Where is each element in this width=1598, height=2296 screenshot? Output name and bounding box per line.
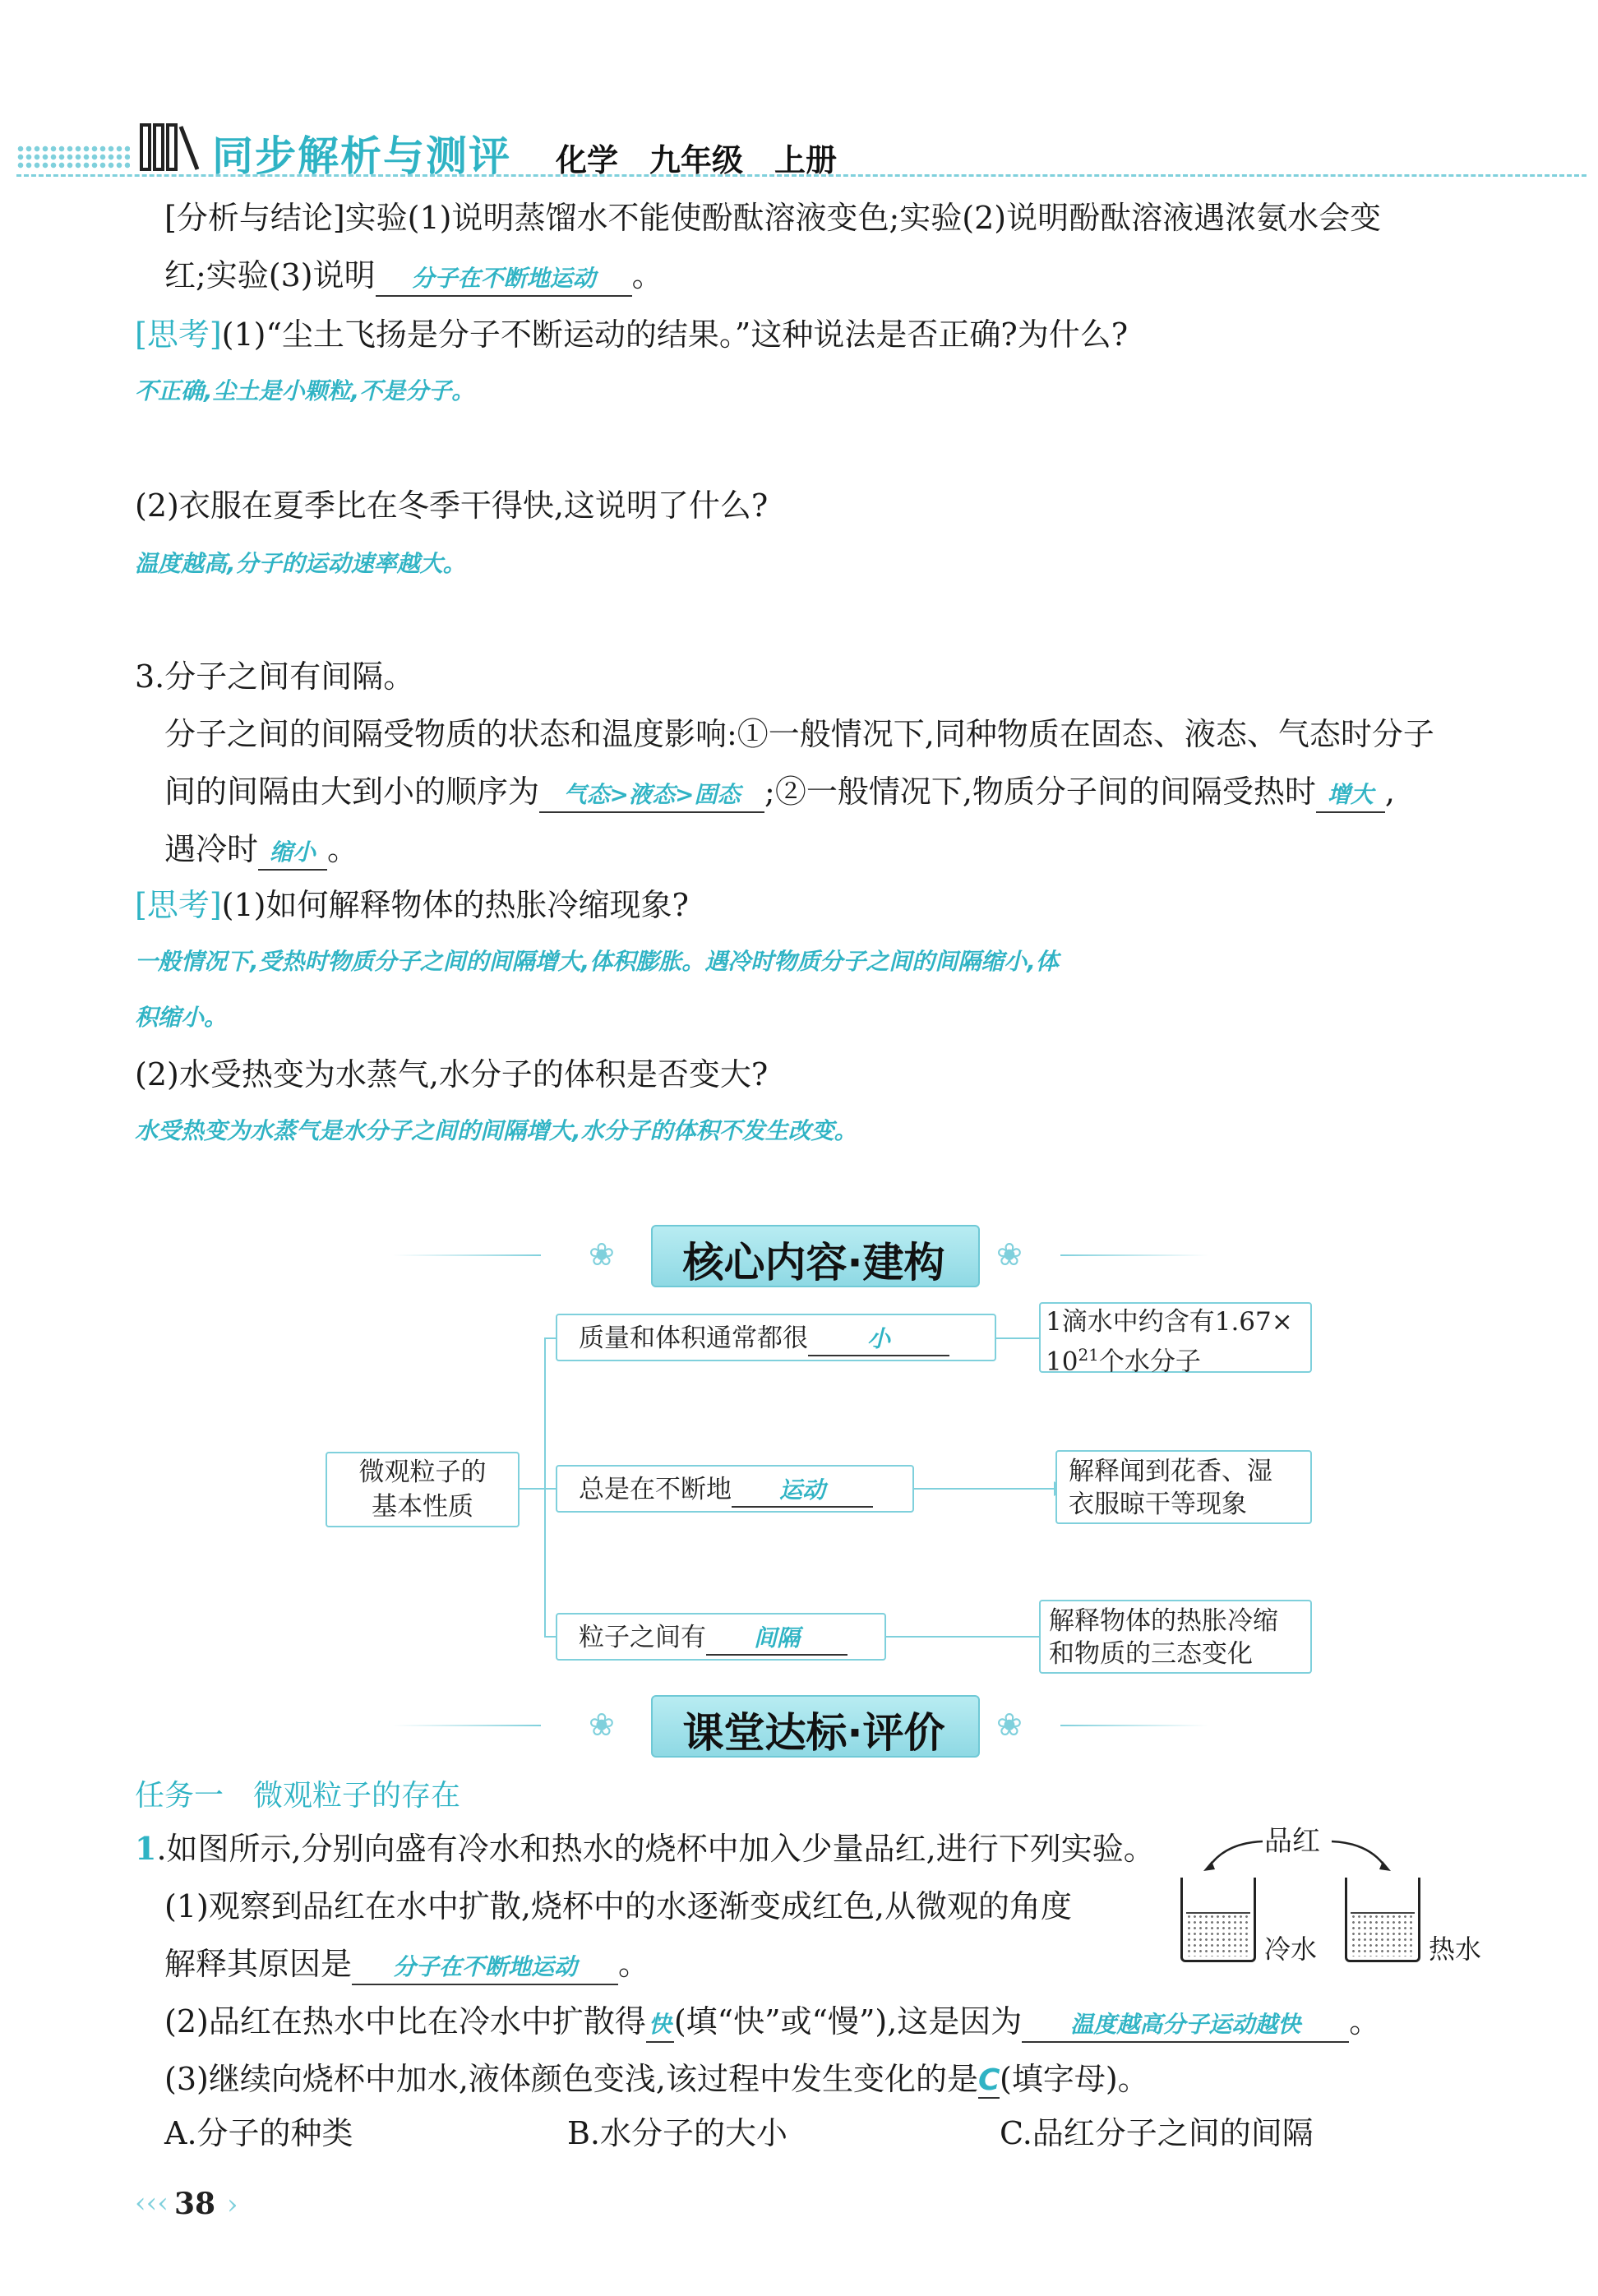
question-1-sub-3: (3)继续向烧杯中加水,液体颜色变浅,该过程中发生变化的是C(填字母)。 [164, 2061, 1149, 2097]
header-divider [16, 174, 1586, 177]
figure-arrows [1200, 1825, 1397, 1874]
concept-result-box-3: 解释物体的热胀冷缩 和物质的三态变化 [1039, 1600, 1312, 1674]
question-number: 1 [135, 1830, 157, 1867]
section-title: 课堂达标·评价 [682, 1709, 945, 1757]
answer-blank: 运动 [732, 1474, 873, 1508]
swirl-ornament-icon: ❀ [996, 1236, 1023, 1273]
book-subtitle: 化学 九年级 上册 [556, 142, 838, 178]
answer-blank: 间隔 [706, 1622, 847, 1656]
answer-blank: 增大 [1316, 775, 1385, 813]
option-a: A.分子的种类 [164, 2115, 353, 2151]
think-question-2: (2)衣服在夏季比在冬季干得快,这说明了什么? [135, 487, 769, 524]
book-title: 同步解析与测评 [212, 132, 511, 180]
beaker-cold-water [1180, 1878, 1256, 1962]
section-banner-core [0, 1225, 1598, 1291]
task-title: 任务一 微观粒子的存在 [135, 1779, 461, 1813]
concept-branch-box-3: 粒子之间有 间隔 [556, 1613, 886, 1661]
concept-result-box-1: 1滴水中约含有1.67× $10^{21}$个水分子 [1039, 1302, 1312, 1373]
point-3-line-3: 遇冷时 缩小 。 [164, 830, 358, 871]
analysis-line-1: [分析与结论]实验(1)说明蒸馏水不能使酚酞溶液变色;实验(2)说明酚酞溶液遇浓氨水会变 [164, 200, 1382, 236]
think-answer-2: 温度越高,分子的运动速率越大。 [135, 550, 466, 577]
question-1-sub-2: (2)品红在热水中比在冷水中扩散得 快(填“快”或“慢”),这是因为 温度越高分子运动越快 。 [164, 2003, 1380, 2043]
option-c: C.品红分子之间的间隔 [1000, 2115, 1314, 2151]
concept-branch-box-1: 质量和体积通常都很 小 [556, 1314, 996, 1361]
answer-blank: 气态>液态>固态 [539, 775, 764, 813]
think2-answer-1-line-1: 一般情况下,受热时物质分子之间的间隔增大,体积膨胀。遇冷时物质分子之间的间隔缩小,体 [135, 948, 1059, 975]
option-b: B.水分子的大小 [567, 2115, 788, 2151]
books-icon [138, 120, 204, 174]
beaker-hot-water [1345, 1878, 1420, 1962]
think2-answer-2: 水受热变为水蒸气是水分子之间的间隔增大,水分子的体积不发生改变。 [135, 1117, 857, 1144]
section-title: 核心内容·建构 [682, 1239, 945, 1287]
swirl-ornament-icon: ❀ [996, 1707, 1023, 1743]
concept-center-box: 微观粒子的 基本性质 [326, 1452, 520, 1527]
think-question-1: [思考](1)“尘土飞扬是分子不断运动的结果。”这种说法是否正确?为什么? [135, 316, 1129, 353]
footer-ornament-right: › [227, 2188, 238, 2221]
figure-label-pinkred: 品红 [1264, 1825, 1320, 1858]
think-tag: [思考] [135, 887, 222, 923]
footer-ornament-left: ‹‹‹ [135, 2187, 169, 2220]
analysis-line-2: 红;实验(3)说明 分子在不断地运动 。 [164, 256, 663, 297]
think-tag: [思考] [135, 316, 222, 353]
section-banner-practice [0, 1695, 1598, 1761]
question-1-stem: 1.如图所示,分别向盛有冷水和热水的烧杯中加入少量品红,进行下列实验。 [135, 1830, 1155, 1867]
concept-branch-box-2: 总是在不断地 运动 [556, 1465, 914, 1513]
answer-blank: 缩小 [258, 833, 327, 871]
page-number: 38 [174, 2187, 216, 2221]
think-answer-1: 不正确,尘土是小颗粒,不是分子。 [135, 377, 475, 404]
answer-blank: 分子在不断地运动 [352, 1947, 618, 1985]
think2-question-2: (2)水受热变为水蒸气,水分子的体积是否变大? [135, 1056, 769, 1093]
think2-question-1: [思考](1)如何解释物体的热胀冷缩现象? [135, 887, 689, 923]
answer-blank: C [978, 2063, 1000, 2097]
figure-label-hot: 热水 [1429, 1933, 1482, 1965]
answer-blank: 温度越高分子运动越快 [1022, 2005, 1349, 2043]
concept-result-box-2: 解释闻到花香、湿 衣服晾干等现象 [1055, 1450, 1312, 1524]
point-3-line-1: 分子之间的间隔受物质的状态和温度影响:①一般情况下,同种物质在固态、液态、气态时分子 [164, 716, 1434, 752]
point-3-title: 3.分子之间有间隔。 [135, 658, 415, 695]
question-1-sub-1-line-2: 解释其原因是 分子在不断地运动 。 [164, 1945, 649, 1985]
header-dots [16, 145, 130, 169]
swirl-ornament-icon: ❀ [589, 1236, 615, 1273]
swirl-ornament-icon: ❀ [589, 1707, 615, 1743]
answer-blank: 分子在不断地运动 [376, 259, 632, 297]
answer-blank: 小 [808, 1323, 949, 1356]
answer-blank: 快 [646, 2005, 674, 2043]
think2-answer-1-line-2: 积缩小。 [135, 1004, 228, 1031]
question-1-sub-1-line-1: (1)观察到品红在水中扩散,烧杯中的水逐渐变成红色,从微观的角度 [164, 1888, 1072, 1924]
point-3-line-2: 间的间隔由大到小的顺序为 气态>液态>固态 ;②一般情况下,物质分子间的间隔受热时 增大 , [164, 773, 1395, 813]
figure-label-cold: 冷水 [1264, 1933, 1318, 1965]
